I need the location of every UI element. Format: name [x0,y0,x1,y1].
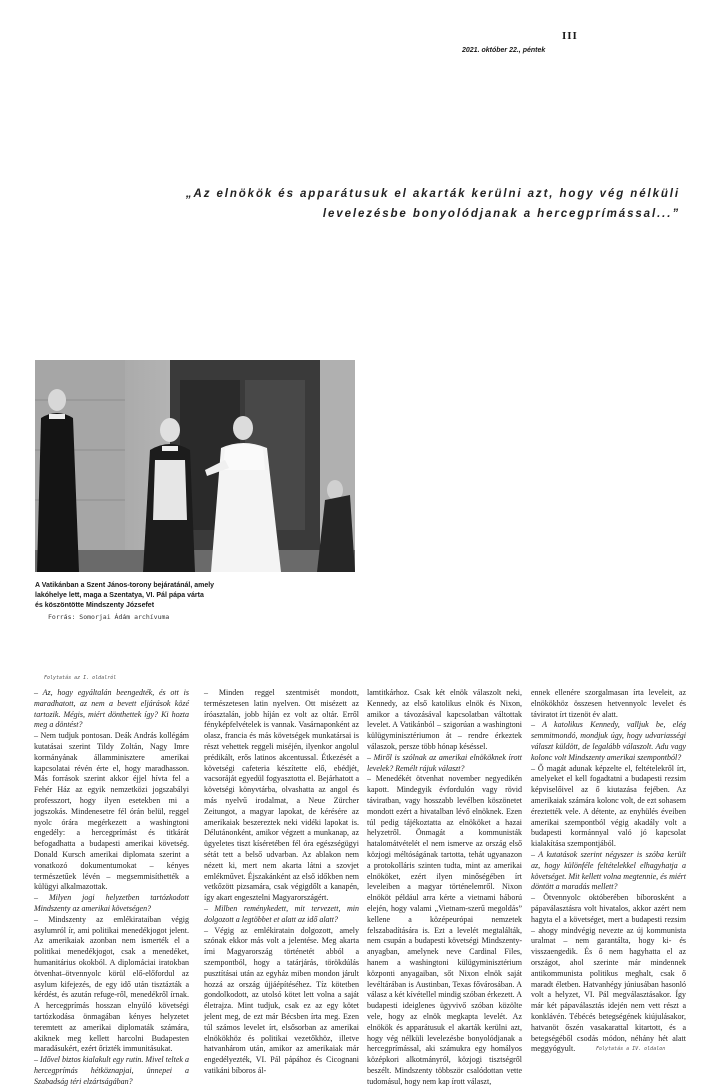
article-column-1 [34,688,189,1087]
article-column-2 [204,688,359,1077]
continued-from-note: Folytatás az I. oldalról [44,675,117,681]
interview-question: – Milben reménykedett, mit tervezett, min dolgozott a legtöbbet et alatt az idő alatt? [204,903,359,924]
interview-answer: – Minden reggel szentmisét mondott, természetesen latin nyelven. Ott misézett az íróasztalán, jobb híján ez volt az oltár. Erről fényképfelvételek is vannak. Vasárnaponként az olasz, francia és más követségek munkatársai is részt vehettek reggeli miséjén, ilyenkor angolul prédikált, erős latinos akcentussal. Étkezését a követségi cafeteria készítette elő, ebédjét, vacsoráját egyedül fogyasztotta el. Bejárhatott a követségi könyvtárba, olvashatta az angol és más nyelvű irodalmat, a Neue Zürcher Zeitungot, a magyar lapokat, de kérésére az amerikaiak beszereztek neki vidéki lapokat is. Délutánonként, amikor végzett a munkanap, az ügyeletes tiszt kíséretében fél óra egészségügyi sétát tett a belső udvarban. Az ablakon nem nézett ki, mert nem akarta látni a szovjet emlékművet. Éjszakánként az első időkben nem vetkőzött pizsamára, csak végigdőlt a kanapén, így akart engesztelni Magyarországért. [204,688,359,903]
pull-quote-line: „Az elnökök és apparátusuk el akarták kerülni azt, hogy vég nélküli [185,188,680,200]
interview-question: – Az, hogy egyáltalán beengedték, és ott is maradhatott, az nem a bevett eljárások közé tartozik. Mégis, miért dönthettek így? Ki hozta meg a döntést? [34,688,189,730]
photo-credit: Forrás: Somorjai Ádám archívuma [48,613,170,621]
caption-line: és köszöntötte Mindszenty Józsefet [35,602,155,609]
page-number: III [562,30,578,42]
interview-answer: – Végig az emlékiratain dolgozott, amely szónak ekkor más volt a jelentése. Meg akarta írni Magyarország történetét abból a szempontból, hogy a tatárjárás, törökdúlás pusztításai után az egyház miben mondon járult hozzá az ország újjáépítéséhez. Tíz kötetben gondolkodott, az utolsó kötet lett volna a saját életrajza. Mint tudjuk, csak ez az egy kötet jelent meg, de ezt már Bécsben írta meg. Ezen túl számos levelet írt, elsősorban az amerikai elnökökhöz és politikai vezetőkhöz, illetve hatvanhárom után, amikor az amerikaiak már engedélyezték, VI. Pál pápához és Cicognani vatikáni bíboros ál- [204,925,359,1075]
interview-question: – Idővel biztos kialakult egy rutin. Mivel teltek a hercegprímás hétköznapjai, ünnepei a Szabadság téri elzártságában? [34,1055,189,1086]
interview-answer: – Menedékét ötvenhat november negyedikén kapott. Mindegyik évfordulón vagy rövid táviratban, vagy hosszabb levélben köszönetet mondott ezért a hivatalban lévő elnöknek. Ezen túl pedig tájékoztatta az elnököket a hazai helyzetről. Önmagát a kommunisták hatalomátvételét el nem ismerve az ország első közjogi méltóságának tartotta, tehát ugyanazon a protokolláris szinten tudta, mint az amerikai elnököket, ezért ilyen minőségében írt leveleiben a magyar történelemről. Nixon elnököt például arra kérte a vietnami háború elején, hogy valami „Vietnam-szerű megoldás” kellene a középeurópai nemzetek felszabadítására is. Ezt a levelét megtalálták, nem csupán a budapesti követségi Mindszenty-anyagban, amelynek neve Cardinal Files, hanem a washingtoni külügyminisztérium központi anyagaiban, sőt Nixon elnök saját levéltárában is Austinban, Texas fővárosában. A válasz a két kívétellel mindig szóban érkezett. A budapesti ideiglenes ügyvivő szóban közölte vele, hogy az elnök megkapta levelét. Az elnökök és apparátusuk el akarták kerülni azt, hogy vég nélküli levelezésbe bonyolódjanak a hercegprímással, aki számukra egy homályos középkori alkotmányról, közjogi tisztségről beszélt. Mindszenty többször csalódottan vette tudomásul, hogy nem kap írott választ, [367,774,522,1086]
interview-answer: – Ötvennyolc októberében bíborosként a pápaválasztásra volt hivatalos, akkor azért nem hagyta el a követséget, mert a budapesti rezsim – ahogy mindvégig nevezte az új kommunista uralmat – nem garantálta, hogy ki- és visszaengedik. És ő nem hagyhatta el az országot, ahol szerinte már mindennek antikommunista politikus meghalt, csak ő maradt életben. Hatvanhégy júniusában hasonló volt a helyzet, VI. Pál megválasztásakor. Így már két pápaválasztás idején nem vett részt a konklávén. Tébécés betegségének kiújulásakor, hatvanöt őszén vasakarattal kitartott, és a betegségéből csodás módon, néhány hét alatt meggyógyult. [531,893,686,1054]
interview-question: – Milyen jogi helyzetben tartózkodott Mindszenty az amerikai követségen? [34,893,189,913]
pull-quote [120,184,680,224]
interview-answer: ennek ellenére szorgalmasan írta leveleit, az elnökökhöz összesen hetvennyolc levelet és táviratot írt tizenöt év alatt. [531,688,686,719]
pull-quote-line: levelezésbe bonyolódjanak a hercegprímással...” [322,208,680,220]
interview-answer: – Mindszenty az emlékirataiban végig asylumról ír, ami politikai menedékjogot jelent. Az amerikaiak azonban nem ismerték el a politikai menedékjogot, csak a menedéket, humanitárius okokból. A diplomáciai iratokban ötvenhat–ötvennyolc körül elő-előfordul az asylum kifejezés, de egy idő után tisztázták a kérdést, és azután refuge-ről, menedékről írnak. A hercegprímás hosszan elnyúló követségi tartózkodása önmagában kényes helyzetet teremtett az amerikai diplomaták számára, akiknek meg kellett harcolni Budapesten maradásukért, ezért őrizték immunitásukat. [34,914,189,1054]
interview-question: – A katolikus Kennedy, valljuk be, elég semmitmondó, mondjuk úgy, hogy udvariasségi választ küldött, de legalább válaszolt. Adu vagy kolonc volt Mindszenty amerikai szempontból? [531,720,686,762]
interview-question: – A kutatások szerint négyszer is szóba került az, hogy különféle feltételekkel elhagyhatja a követséget. Mit kellett volna megtennie, és miért döntött a maradás mellett? [531,849,686,892]
interview-answer: – Nem tudjuk pontosan. Deák András kollégám kutatásai szerint Tildy Zoltán, Nagy Imre kormányának államminisztere amerikai kapcsolatai révén érte el, hogy maradhasson. Más források szerint akkor éjjel hívta fel a Fehér Ház az egyik nemzetközi jogszabályi professzort, hogy ilyen esetekben mi a jogszokás. Mindenesetre fél órán belül, reggel nyolc órára megérkezett a washingtoni engedély: a hercegprímást és titkárát befogadhatta a budapesti amerikai követség. Donald Kursch amerikai diplomata szerint a vonatkozó dokumentumokat – kényes természetűek lévén – megsemmisíthették a külügyi alkalmazottak. [34,731,189,892]
interview-answer: – Ő magát adunak képzelte el, feltételekről írt, amelyeket el kell fogadtatni a budapesti rezsim képviselőivel az ő kiutazása fejében. Az amerikaiak számára kolonc volt, de ezt sohasem éreztették vele. A détente, az enyhülés éveiben amerikai szempontból végig akadály volt a budapesti kormánnyal való jó kapcsolat kialakítása szempontjából. [531,763,686,849]
interview-answer: lamtitkárhoz. Csak két elnök válaszolt neki, Kennedy, az első katolikus elnök és Nixon, amikor a távozásával kapcsolatban váltottak levelet. A Vatikánból – szigorúan a washingtoni külügyminisztériumon át – rendre érkeztek válaszok, persze több hónap késéssel. [367,688,522,751]
photo-illustration [35,360,355,572]
article-column-4 [531,688,686,1055]
article-photo [35,360,355,572]
issue-date: 2021. október 22., péntek [462,47,546,54]
caption-line: lakóhelye lett, maga a Szentatya, VI. Pál pápa várta [35,592,204,599]
photo-caption [35,581,365,611]
interview-question: – Miről is szólnak az amerikai elnököknek írott levelek? Remélt rájuk választ? [367,752,522,773]
caption-line: A Vatikánban a Szent János-torony bejáratánál, amely [35,582,215,589]
article-column-3 [367,688,522,1087]
continued-to-note: Folytatás a IV. oldalon [596,1046,666,1052]
